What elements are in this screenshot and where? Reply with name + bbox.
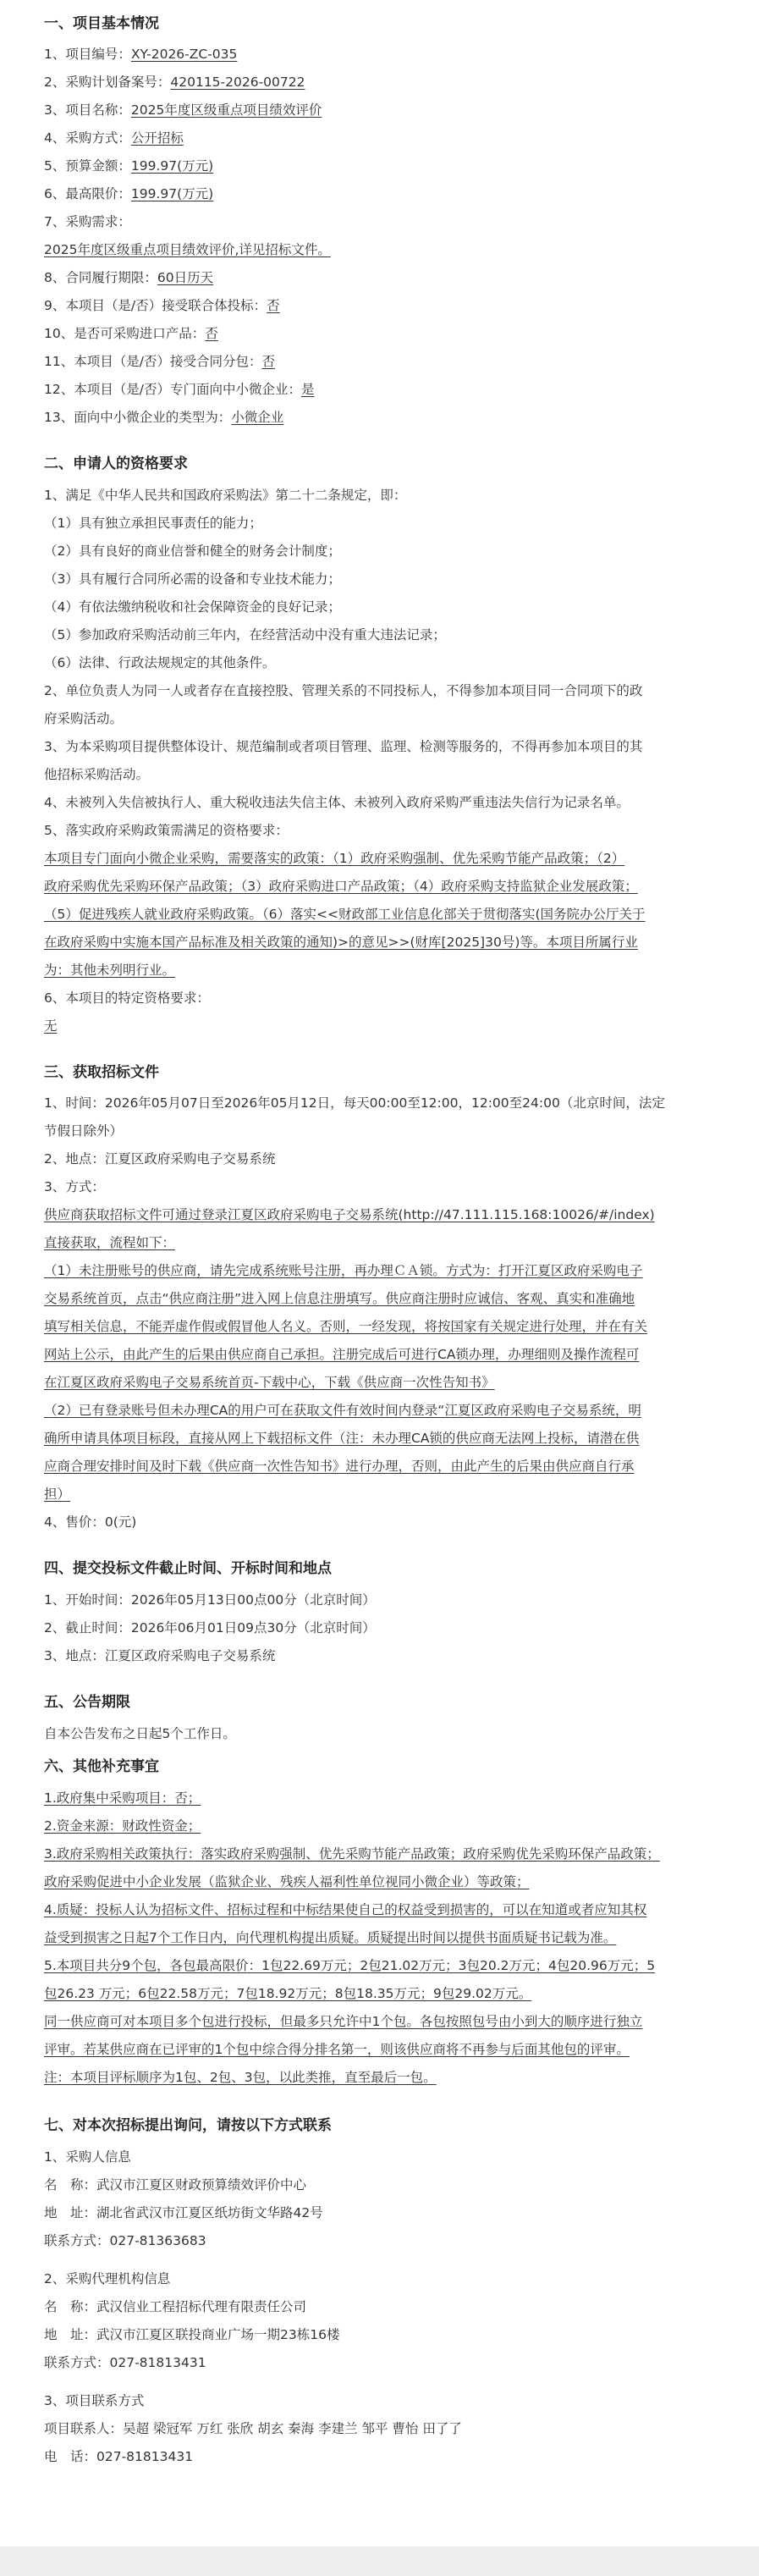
policy-line: 政府采购优先采购环保产品政策；（3）政府采购进口产品政策；（4）政府采购支持监狱企业发展政策； — [44, 879, 638, 894]
row-label: 2、采购计划备案号： — [44, 74, 171, 90]
method-line: 填写相关信息，不能弄虚作假或假冒他人名义。否则，一经发现，将按国家有关规定进行处理，并在有关 — [44, 1319, 648, 1334]
project-number-row — [44, 45, 237, 63]
section-5-title: 五、公告期限 — [44, 1694, 130, 1711]
deadline-line: 1、开始时间：2026年05月13日00点00分（北京时间） — [44, 1592, 376, 1608]
subcontract-row — [44, 352, 275, 371]
method-line: 直接获取，流程如下： — [44, 1235, 176, 1250]
supplement-line: 3.政府采购相关政策执行：落实政府采购强制、优先采购节能产品政策；政府采购优先采购环保产品政策； — [44, 1846, 660, 1862]
method-line: （2）已有登录账号但未办理CA的用户可在获取文件有效时间内登录“江夏区政府采购电子交易系统，明 — [44, 1403, 641, 1418]
method-line: （1）未注册账号的供应商，请先完成系统账号注册，再办理ＣＡ锁。方式为：打开江夏区政府采购电子 — [44, 1263, 643, 1278]
supplement-line: 注：本项目评标顺序为1包、2包、3包，以此类推，直至最后一包。 — [44, 2070, 437, 2085]
section-7-title: 七、对本次招标提出询问，请按以下方式联系 — [44, 2117, 332, 2134]
supplement-line: 4.质疑：投标人认为招标文件、招标过程和中标结果使自己的权益受到损害的，可以在知道或者应知其权 — [44, 1902, 647, 1917]
document-line: 1、时间：2026年05月07日至2026年05月12日，每天00:00至12:00，12:00至24:00（北京时间，法定 — [44, 1095, 665, 1111]
method-line: 应商合理安排时间及时下载《供应商一次性告知书》进行办理，否则，由此产生的后果由供应商自行承 — [44, 1459, 635, 1474]
row-value: 2025年度区级重点项目绩效评价,详见招标文件。 — [44, 242, 331, 257]
row-value: 60日历天 — [157, 270, 214, 285]
section-1-title: 一、项目基本情况 — [44, 15, 159, 32]
qualification-line: （6）法律、行政法规规定的其他条件。 — [44, 655, 276, 670]
supplement-line: 5.本项目共分9个包，各包最高限价：1包22.69万元；2包21.02万元；3包20.2万元；4包20.96万元；5 — [44, 1958, 656, 1973]
qualification-line: （5）参加政府采购活动前三年内，在经营活动中没有重大违法记录； — [44, 627, 446, 643]
contact-heading: 3、项目联系方式 — [44, 2393, 145, 2408]
method-line: 在江夏区政府采购电子交易系统首页-下载中心，下载《供应商一次性告知书》 — [44, 1375, 495, 1390]
contract-period-row — [44, 268, 213, 287]
contact-line: 地 址：武汉市江夏区联投商业广场一期23栋16楼 — [44, 2327, 340, 2342]
plan-record-row — [44, 73, 305, 91]
contact-line: 项目联系人：吴超 梁冠军 万红 张欣 胡玄 秦海 李建兰 邹平 曹怡 田了了 — [44, 2421, 462, 2436]
qualification-line: 他招标采购活动。 — [44, 767, 150, 782]
contact-line: 地 址：湖北省武汉市江夏区纸坊街文华路42号 — [44, 2205, 323, 2220]
row-label: 4、采购方式： — [44, 130, 131, 146]
supplement-line: 政府采购促进中小企业发展（监狱企业、残疾人福利性单位视同小微企业）等政策； — [44, 1874, 530, 1889]
import-products-row — [44, 324, 218, 343]
contact-line: 名 称：武汉信业工程招标代理有限责任公司 — [44, 2299, 307, 2314]
qualification-line: 2、单位负责人为同一人或者存在直接控股、管理关系的不同投标人，不得参加本项目同一合同项下的政 — [44, 683, 643, 698]
policy-line: （5）促进残疾人就业政府采购政策。（6）落实<<财政部工业信息化部关于贯彻落实(国务院办公厅关于 — [44, 907, 646, 922]
row-label: 8、合同履行期限： — [44, 270, 157, 285]
contact-line: 电 话：027-81813431 — [44, 2449, 194, 2464]
requirements-row — [44, 212, 131, 231]
contact-line: 联系方式：027-81813431 — [44, 2355, 206, 2370]
row-label: 7、采购需求： — [44, 214, 131, 229]
price-line: 4、售价：0(元) — [44, 1514, 137, 1530]
row-label: 1、项目编号： — [44, 47, 131, 62]
row-label: 5、预算金额： — [44, 158, 131, 174]
supplement-line: 益受到损害之日起7个工作日内，向代理机构提出质疑。质疑提出时间以提供书面质疑书记载为准。 — [44, 1930, 617, 1945]
row-value: 否 — [261, 354, 275, 369]
row-value: 199.97(万元) — [130, 186, 214, 201]
policy-line: 在政府采购中实施本国产品标准及相关政策的通知)>的意见>>(财库[2025]30号)等。本项目所属行业 — [44, 935, 638, 950]
qualification-line: （3）具有履行合同所必需的设备和专业技术能力； — [44, 571, 341, 587]
supplement-line: 同一供应商可对本项目多个包进行投标，但最多只允许中1个包。各包按照包号由小到大的顺序进行独立 — [44, 2014, 643, 2029]
specific-requirement-value: 无 — [44, 1018, 58, 1034]
deadline-line: 2、截止时间：2026年06月01日09点30分（北京时间） — [44, 1620, 376, 1636]
row-value: 小微企业 — [231, 410, 284, 425]
requirements-detail-row — [44, 240, 331, 259]
document-line: 节假日除外） — [44, 1123, 124, 1139]
row-value: 否 — [267, 298, 280, 313]
row-label: 11、本项目（是/否）接受合同分包： — [44, 354, 262, 369]
supplement-line: 包26.23 万元；6包22.58万元；7包18.92万元；8包18.35万元；9包29.02万元。 — [44, 1986, 532, 2001]
procurement-method-row — [44, 129, 184, 147]
method-line: 确所申请具体项目标段，直接从网上下载招标文件（注：未办理CA锁的供应商无法网上投标，请潜在供 — [44, 1431, 640, 1446]
row-value: 199.97(万元) — [130, 158, 214, 174]
document-line: 2、地点：江夏区政府采购电子交易系统 — [44, 1151, 276, 1167]
policy-line: 为：其他未列明行业。 — [44, 963, 176, 978]
consortium-row — [44, 296, 280, 315]
method-line: 供应商获取招标文件可通过登录江夏区政府采购电子交易系统(http://47.111.115.168:10026/#/index) — [44, 1207, 655, 1222]
policy-line: 本项目专门面向小微企业采购，需要落实的政策：（1）政府采购强制、优先采购节能产品政策；（2） — [44, 851, 625, 866]
row-label: 10、是否可采购进口产品： — [44, 326, 206, 341]
method-line: 担） — [44, 1487, 71, 1502]
contact-line: 名 称：武汉市江夏区财政预算绩效评价中心 — [44, 2177, 307, 2193]
max-price-row — [44, 185, 213, 203]
document-line: 3、方式： — [44, 1179, 105, 1194]
section-2-title: 二、申请人的资格要求 — [44, 455, 188, 472]
footer-bar — [0, 2546, 759, 2576]
qualification-line: 6、本项目的特定资格要求： — [44, 990, 210, 1006]
qualification-line: 1、满足《中华人民共和国政府采购法》第二十二条规定，即： — [44, 488, 407, 503]
contact-heading: 1、采购人信息 — [44, 2149, 131, 2165]
row-value: 2025年度区级重点项目绩效评价 — [130, 102, 322, 118]
qualification-line: 府采购活动。 — [44, 711, 124, 726]
section-6-title: 六、其他补充事宜 — [44, 1758, 159, 1775]
row-value: 是 — [300, 382, 315, 397]
row-label: 13、面向中小微企业的类型为： — [44, 410, 232, 425]
row-label: 12、本项目（是/否）专门面向中小微企业： — [44, 382, 301, 397]
budget-row — [44, 157, 213, 175]
section-4-title: 四、提交投标文件截止时间、开标时间和地点 — [44, 1560, 332, 1577]
contact-heading: 2、采购代理机构信息 — [44, 2271, 171, 2286]
qualification-line: （4）有依法缴纳税收和社会保障资金的良好记录； — [44, 599, 341, 615]
supplement-line: 2.资金来源：财政性资金； — [44, 1818, 201, 1834]
row-label: 3、项目名称： — [44, 102, 131, 118]
qualification-line: 4、未被列入失信被执行人、重大税收违法失信主体、未被列入政府采购严重违法失信行为记录名单。 — [44, 795, 630, 810]
sme-only-row — [44, 380, 314, 399]
row-label: 6、最高限价： — [44, 186, 131, 201]
deadline-line: 3、地点：江夏区政府采购电子交易系统 — [44, 1648, 276, 1663]
row-label: 9、本项目（是/否）接受联合体投标： — [44, 298, 267, 313]
row-value: 否 — [205, 326, 218, 341]
row-value: XY-2026-ZC-035 — [130, 47, 238, 62]
method-line: 交易系统首页，点击“供应商注册”进入网上信息注册填写。供应商注册时应诚信、客观、真实和准确地 — [44, 1291, 635, 1306]
method-line: 网站上公示，由此产生的后果由供应商自己承担。注册完成后可进行CA锁办理，办理细则及操作流程可 — [44, 1347, 640, 1362]
supplement-line: 1.政府集中采购项目：否； — [44, 1790, 201, 1806]
row-value: 420115-2026-00722 — [170, 74, 305, 90]
qualification-line: （1）具有独立承担民事责任的能力； — [44, 516, 262, 531]
section-3-title: 三、获取招标文件 — [44, 1064, 159, 1081]
qualification-line: 5、落实政府采购政策需满足的资格要求： — [44, 823, 289, 838]
qualification-line: 3、为本采购项目提供整体设计、规范编制或者项目管理、监理、检测等服务的，不得再参加本项目的其 — [44, 739, 643, 754]
supplement-line: 评审。若某供应商在已评审的1个包中综合得分排名第一，则该供应商将不再参与后面其他包的评审。 — [44, 2042, 630, 2057]
contact-line: 联系方式：027-81363683 — [44, 2233, 206, 2248]
project-name-row — [44, 101, 322, 119]
notice-period-line: 自本公告发布之日起5个工作日。 — [44, 1726, 236, 1741]
sme-type-row — [44, 408, 283, 427]
qualification-line: （2）具有良好的商业信誉和健全的财务会计制度； — [44, 543, 341, 559]
row-value: 公开招标 — [130, 130, 184, 146]
